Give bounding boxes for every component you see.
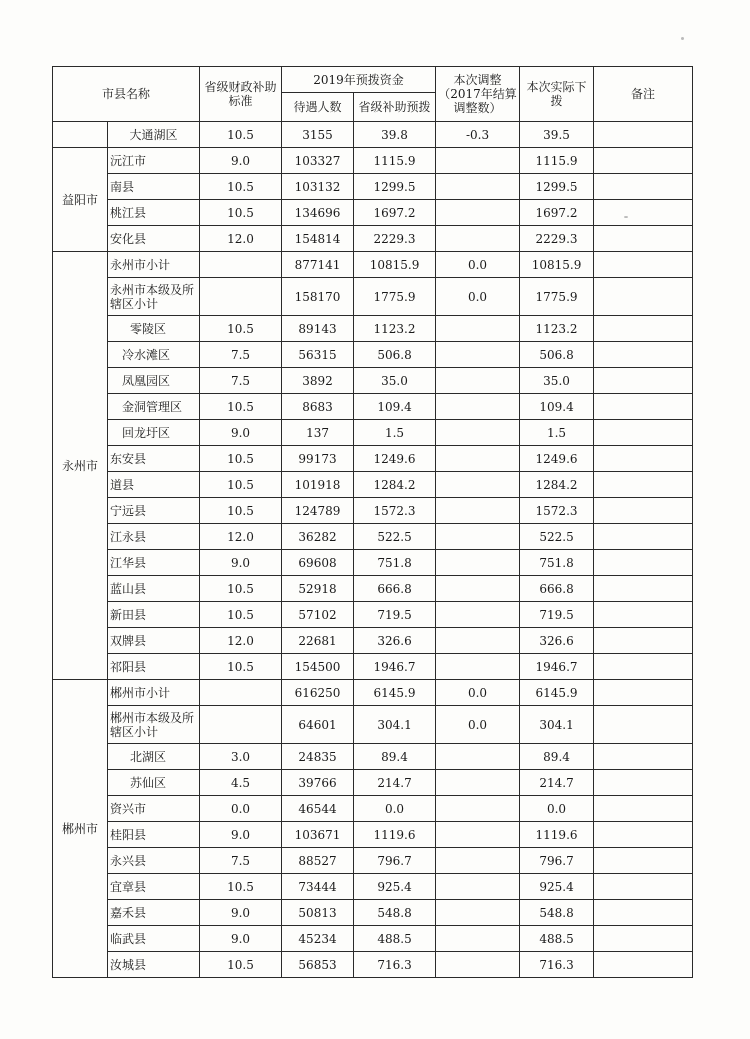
recipients-cell: 616250 bbox=[282, 680, 354, 706]
provincial-cell: 716.3 bbox=[354, 952, 436, 978]
adjust-cell: -0.3 bbox=[436, 122, 520, 148]
county-name-cell: 沅江市 bbox=[108, 148, 200, 174]
table-row bbox=[53, 446, 693, 472]
recipients-cell: 56853 bbox=[282, 952, 354, 978]
county-name-cell: 金洞管理区 bbox=[108, 394, 200, 420]
county-name-cell: 桃江县 bbox=[108, 200, 200, 226]
recipients-cell: 36282 bbox=[282, 524, 354, 550]
adjust-cell bbox=[436, 628, 520, 654]
actual-cell: 666.8 bbox=[520, 576, 594, 602]
city-cell: 永州市 bbox=[53, 252, 108, 680]
provincial-cell: 796.7 bbox=[354, 848, 436, 874]
remarks-cell bbox=[594, 628, 693, 654]
recipients-cell: 154500 bbox=[282, 654, 354, 680]
table-row bbox=[53, 174, 693, 200]
county-name-cell: 江永县 bbox=[108, 524, 200, 550]
standard-cell: 10.5 bbox=[200, 576, 282, 602]
county-name-cell: 苏仙区 bbox=[108, 770, 200, 796]
table-row bbox=[53, 122, 693, 148]
standard-cell: 10.5 bbox=[200, 654, 282, 680]
provincial-cell: 751.8 bbox=[354, 550, 436, 576]
provincial-cell: 925.4 bbox=[354, 874, 436, 900]
provincial-cell: 304.1 bbox=[354, 706, 436, 744]
standard-cell: 9.0 bbox=[200, 822, 282, 848]
standard-cell: 10.5 bbox=[200, 952, 282, 978]
remarks-cell bbox=[594, 822, 693, 848]
actual-cell: 10815.9 bbox=[520, 252, 594, 278]
table-row bbox=[53, 848, 693, 874]
provincial-cell: 10815.9 bbox=[354, 252, 436, 278]
header-standard: 省级财政补助标准 bbox=[200, 67, 282, 122]
allocation-table bbox=[52, 66, 693, 978]
adjust-cell: 0.0 bbox=[436, 680, 520, 706]
actual-cell: 1119.6 bbox=[520, 822, 594, 848]
recipients-cell: 3155 bbox=[282, 122, 354, 148]
actual-cell: 1299.5 bbox=[520, 174, 594, 200]
table-row bbox=[53, 900, 693, 926]
remarks-cell bbox=[594, 148, 693, 174]
recipients-cell: 88527 bbox=[282, 848, 354, 874]
remarks-cell bbox=[594, 796, 693, 822]
remarks-cell bbox=[594, 952, 693, 978]
standard-cell: 0.0 bbox=[200, 796, 282, 822]
adjust-cell bbox=[436, 550, 520, 576]
table-row bbox=[53, 628, 693, 654]
table-row bbox=[53, 524, 693, 550]
provincial-cell: 1697.2 bbox=[354, 200, 436, 226]
remarks-cell bbox=[594, 342, 693, 368]
recipients-cell: 64601 bbox=[282, 706, 354, 744]
recipients-cell: 39766 bbox=[282, 770, 354, 796]
remarks-cell bbox=[594, 316, 693, 342]
recipients-cell: 877141 bbox=[282, 252, 354, 278]
adjust-cell bbox=[436, 148, 520, 174]
recipients-cell: 137 bbox=[282, 420, 354, 446]
recipients-cell: 8683 bbox=[282, 394, 354, 420]
standard-cell: 10.5 bbox=[200, 472, 282, 498]
standard-cell: 9.0 bbox=[200, 926, 282, 952]
remarks-cell bbox=[594, 472, 693, 498]
standard-cell: 9.0 bbox=[200, 148, 282, 174]
actual-cell: 522.5 bbox=[520, 524, 594, 550]
provincial-cell: 1775.9 bbox=[354, 278, 436, 316]
provincial-cell: 109.4 bbox=[354, 394, 436, 420]
recipients-cell: 24835 bbox=[282, 744, 354, 770]
recipients-cell: 22681 bbox=[282, 628, 354, 654]
county-name-cell: 凤凰园区 bbox=[108, 368, 200, 394]
remarks-cell bbox=[594, 446, 693, 472]
city-cell bbox=[53, 122, 108, 148]
table-row bbox=[53, 316, 693, 342]
header-prealloc-group: 2019年预拨资金 bbox=[282, 67, 436, 93]
scan-speck bbox=[681, 37, 684, 40]
provincial-cell: 488.5 bbox=[354, 926, 436, 952]
county-name-cell: 郴州市小计 bbox=[108, 680, 200, 706]
county-name-cell: 资兴市 bbox=[108, 796, 200, 822]
table-row bbox=[53, 472, 693, 498]
standard-cell: 7.5 bbox=[200, 342, 282, 368]
provincial-cell: 548.8 bbox=[354, 900, 436, 926]
header-provincial: 省级补助预拨 bbox=[354, 93, 436, 122]
adjust-cell bbox=[436, 654, 520, 680]
provincial-cell: 1123.2 bbox=[354, 316, 436, 342]
provincial-cell: 522.5 bbox=[354, 524, 436, 550]
recipients-cell: 103132 bbox=[282, 174, 354, 200]
county-name-cell: 安化县 bbox=[108, 226, 200, 252]
recipients-cell: 3892 bbox=[282, 368, 354, 394]
provincial-cell: 0.0 bbox=[354, 796, 436, 822]
standard-cell: 12.0 bbox=[200, 524, 282, 550]
actual-cell: 1123.2 bbox=[520, 316, 594, 342]
remarks-cell bbox=[594, 252, 693, 278]
adjust-cell bbox=[436, 472, 520, 498]
actual-cell: 1249.6 bbox=[520, 446, 594, 472]
recipients-cell: 52918 bbox=[282, 576, 354, 602]
county-name-cell: 冷水滩区 bbox=[108, 342, 200, 368]
recipients-cell: 103671 bbox=[282, 822, 354, 848]
adjust-cell bbox=[436, 368, 520, 394]
remarks-cell bbox=[594, 226, 693, 252]
provincial-cell: 1572.3 bbox=[354, 498, 436, 524]
standard-cell: 7.5 bbox=[200, 848, 282, 874]
adjust-cell bbox=[436, 524, 520, 550]
adjust-cell bbox=[436, 226, 520, 252]
county-name-cell: 祁阳县 bbox=[108, 654, 200, 680]
table-row bbox=[53, 576, 693, 602]
standard-cell: 10.5 bbox=[200, 446, 282, 472]
actual-cell: 1572.3 bbox=[520, 498, 594, 524]
adjust-cell bbox=[436, 394, 520, 420]
adjust-cell bbox=[436, 576, 520, 602]
provincial-cell: 326.6 bbox=[354, 628, 436, 654]
provincial-cell: 1284.2 bbox=[354, 472, 436, 498]
standard-cell: 9.0 bbox=[200, 420, 282, 446]
remarks-cell bbox=[594, 848, 693, 874]
county-name-cell: 大通湖区 bbox=[108, 122, 200, 148]
remarks-cell bbox=[594, 874, 693, 900]
remarks-cell bbox=[594, 368, 693, 394]
standard-cell bbox=[200, 706, 282, 744]
adjust-cell bbox=[436, 174, 520, 200]
recipients-cell: 73444 bbox=[282, 874, 354, 900]
recipients-cell: 158170 bbox=[282, 278, 354, 316]
remarks-cell bbox=[594, 900, 693, 926]
actual-cell: 716.3 bbox=[520, 952, 594, 978]
county-name-cell: 永兴县 bbox=[108, 848, 200, 874]
county-name-cell: 宁远县 bbox=[108, 498, 200, 524]
table-row bbox=[53, 926, 693, 952]
standard-cell: 10.5 bbox=[200, 316, 282, 342]
county-name-cell: 东安县 bbox=[108, 446, 200, 472]
standard-cell: 10.5 bbox=[200, 602, 282, 628]
table-row bbox=[53, 226, 693, 252]
remarks-cell bbox=[594, 744, 693, 770]
county-name-cell: 桂阳县 bbox=[108, 822, 200, 848]
standard-cell: 10.5 bbox=[200, 200, 282, 226]
actual-cell: 925.4 bbox=[520, 874, 594, 900]
table-row bbox=[53, 602, 693, 628]
county-name-cell: 汝城县 bbox=[108, 952, 200, 978]
actual-cell: 304.1 bbox=[520, 706, 594, 744]
adjust-cell bbox=[436, 498, 520, 524]
city-cell: 益阳市 bbox=[53, 148, 108, 252]
remarks-cell bbox=[594, 394, 693, 420]
actual-cell: 1946.7 bbox=[520, 654, 594, 680]
provincial-cell: 39.8 bbox=[354, 122, 436, 148]
provincial-cell: 1115.9 bbox=[354, 148, 436, 174]
remarks-cell bbox=[594, 706, 693, 744]
provincial-cell: 506.8 bbox=[354, 342, 436, 368]
provincial-cell: 1946.7 bbox=[354, 654, 436, 680]
standard-cell bbox=[200, 252, 282, 278]
adjust-cell: 0.0 bbox=[436, 252, 520, 278]
table-row bbox=[53, 394, 693, 420]
table-row bbox=[53, 770, 693, 796]
table-row bbox=[53, 744, 693, 770]
recipients-cell: 45234 bbox=[282, 926, 354, 952]
recipients-cell: 89143 bbox=[282, 316, 354, 342]
standard-cell: 10.5 bbox=[200, 874, 282, 900]
county-name-cell: 双牌县 bbox=[108, 628, 200, 654]
standard-cell: 10.5 bbox=[200, 174, 282, 200]
adjust-cell bbox=[436, 952, 520, 978]
county-name-cell: 江华县 bbox=[108, 550, 200, 576]
provincial-cell: 6145.9 bbox=[354, 680, 436, 706]
county-name-cell: 道县 bbox=[108, 472, 200, 498]
table-row bbox=[53, 796, 693, 822]
table-row bbox=[53, 342, 693, 368]
remarks-cell bbox=[594, 122, 693, 148]
recipients-cell: 103327 bbox=[282, 148, 354, 174]
table-row bbox=[53, 822, 693, 848]
standard-cell: 3.0 bbox=[200, 744, 282, 770]
adjust-cell bbox=[436, 848, 520, 874]
remarks-cell bbox=[594, 576, 693, 602]
standard-cell bbox=[200, 278, 282, 316]
provincial-cell: 2229.3 bbox=[354, 226, 436, 252]
actual-cell: 109.4 bbox=[520, 394, 594, 420]
actual-cell: 719.5 bbox=[520, 602, 594, 628]
standard-cell: 10.5 bbox=[200, 394, 282, 420]
adjust-cell bbox=[436, 316, 520, 342]
table-row bbox=[53, 368, 693, 394]
county-name-cell: 永州市小计 bbox=[108, 252, 200, 278]
adjust-cell: 0.0 bbox=[436, 706, 520, 744]
actual-cell: 326.6 bbox=[520, 628, 594, 654]
provincial-cell: 1119.6 bbox=[354, 822, 436, 848]
remarks-cell bbox=[594, 420, 693, 446]
county-name-cell: 永州市本级及所辖区小计 bbox=[108, 278, 200, 316]
county-name-cell: 蓝山县 bbox=[108, 576, 200, 602]
county-name-cell: 嘉禾县 bbox=[108, 900, 200, 926]
table-row bbox=[53, 550, 693, 576]
table-row bbox=[53, 200, 693, 226]
table-row bbox=[53, 420, 693, 446]
provincial-cell: 214.7 bbox=[354, 770, 436, 796]
standard-cell bbox=[200, 680, 282, 706]
table-row bbox=[53, 278, 693, 316]
table-row bbox=[53, 874, 693, 900]
header-actual: 本次实际下拨 bbox=[520, 67, 594, 122]
table-body bbox=[53, 122, 693, 978]
provincial-cell: 35.0 bbox=[354, 368, 436, 394]
provincial-cell: 1249.6 bbox=[354, 446, 436, 472]
remarks-cell bbox=[594, 602, 693, 628]
adjust-cell bbox=[436, 770, 520, 796]
recipients-cell: 134696 bbox=[282, 200, 354, 226]
county-name-cell: 回龙圩区 bbox=[108, 420, 200, 446]
standard-cell: 7.5 bbox=[200, 368, 282, 394]
county-name-cell: 郴州市本级及所辖区小计 bbox=[108, 706, 200, 744]
actual-cell: 506.8 bbox=[520, 342, 594, 368]
actual-cell: 214.7 bbox=[520, 770, 594, 796]
table-row bbox=[53, 252, 693, 278]
actual-cell: 751.8 bbox=[520, 550, 594, 576]
adjust-cell bbox=[436, 446, 520, 472]
header-remarks: 备注 bbox=[594, 67, 693, 122]
actual-cell: 1775.9 bbox=[520, 278, 594, 316]
remarks-cell bbox=[594, 174, 693, 200]
table-header bbox=[53, 67, 693, 122]
actual-cell: 2229.3 bbox=[520, 226, 594, 252]
remarks-cell bbox=[594, 498, 693, 524]
provincial-cell: 666.8 bbox=[354, 576, 436, 602]
county-name-cell: 南县 bbox=[108, 174, 200, 200]
table-row bbox=[53, 148, 693, 174]
remarks-cell bbox=[594, 770, 693, 796]
adjust-cell bbox=[436, 342, 520, 368]
table-row bbox=[53, 952, 693, 978]
remarks-cell bbox=[594, 278, 693, 316]
header-recipients: 待遇人数 bbox=[282, 93, 354, 122]
recipients-cell: 57102 bbox=[282, 602, 354, 628]
adjust-cell bbox=[436, 874, 520, 900]
remarks-cell bbox=[594, 654, 693, 680]
provincial-cell: 1.5 bbox=[354, 420, 436, 446]
recipients-cell: 99173 bbox=[282, 446, 354, 472]
actual-cell: 548.8 bbox=[520, 900, 594, 926]
recipients-cell: 101918 bbox=[282, 472, 354, 498]
remarks-cell bbox=[594, 550, 693, 576]
county-name-cell: 北湖区 bbox=[108, 744, 200, 770]
adjust-cell bbox=[436, 744, 520, 770]
actual-cell: 39.5 bbox=[520, 122, 594, 148]
provincial-cell: 1299.5 bbox=[354, 174, 436, 200]
remarks-cell bbox=[594, 926, 693, 952]
city-cell: 郴州市 bbox=[53, 680, 108, 978]
standard-cell: 4.5 bbox=[200, 770, 282, 796]
standard-cell: 9.0 bbox=[200, 900, 282, 926]
actual-cell: 1115.9 bbox=[520, 148, 594, 174]
actual-cell: 488.5 bbox=[520, 926, 594, 952]
table-row bbox=[53, 680, 693, 706]
actual-cell: 1284.2 bbox=[520, 472, 594, 498]
actual-cell: 796.7 bbox=[520, 848, 594, 874]
table-row bbox=[53, 706, 693, 744]
adjust-cell bbox=[436, 796, 520, 822]
remarks-cell bbox=[594, 524, 693, 550]
county-name-cell: 零陵区 bbox=[108, 316, 200, 342]
recipients-cell: 124789 bbox=[282, 498, 354, 524]
header-adjust: 本次调整（2017年结算调整数） bbox=[436, 67, 520, 122]
adjust-cell bbox=[436, 900, 520, 926]
adjust-cell bbox=[436, 200, 520, 226]
actual-cell: 6145.9 bbox=[520, 680, 594, 706]
header-name: 市县名称 bbox=[53, 67, 200, 122]
standard-cell: 12.0 bbox=[200, 226, 282, 252]
actual-cell: 1.5 bbox=[520, 420, 594, 446]
actual-cell: 35.0 bbox=[520, 368, 594, 394]
standard-cell: 12.0 bbox=[200, 628, 282, 654]
standard-cell: 9.0 bbox=[200, 550, 282, 576]
recipients-cell: 154814 bbox=[282, 226, 354, 252]
adjust-cell bbox=[436, 926, 520, 952]
actual-cell: 89.4 bbox=[520, 744, 594, 770]
standard-cell: 10.5 bbox=[200, 498, 282, 524]
remarks-cell bbox=[594, 200, 693, 226]
provincial-cell: 719.5 bbox=[354, 602, 436, 628]
county-name-cell: 宜章县 bbox=[108, 874, 200, 900]
recipients-cell: 50813 bbox=[282, 900, 354, 926]
adjust-cell bbox=[436, 602, 520, 628]
provincial-cell: 89.4 bbox=[354, 744, 436, 770]
adjust-cell: 0.0 bbox=[436, 278, 520, 316]
recipients-cell: 69608 bbox=[282, 550, 354, 576]
scan-speck bbox=[624, 216, 628, 218]
adjust-cell bbox=[436, 822, 520, 848]
county-name-cell: 新田县 bbox=[108, 602, 200, 628]
table-row bbox=[53, 654, 693, 680]
remarks-cell bbox=[594, 680, 693, 706]
standard-cell: 10.5 bbox=[200, 122, 282, 148]
actual-cell: 1697.2 bbox=[520, 200, 594, 226]
actual-cell: 0.0 bbox=[520, 796, 594, 822]
recipients-cell: 56315 bbox=[282, 342, 354, 368]
recipients-cell: 46544 bbox=[282, 796, 354, 822]
table-row bbox=[53, 498, 693, 524]
adjust-cell bbox=[436, 420, 520, 446]
county-name-cell: 临武县 bbox=[108, 926, 200, 952]
